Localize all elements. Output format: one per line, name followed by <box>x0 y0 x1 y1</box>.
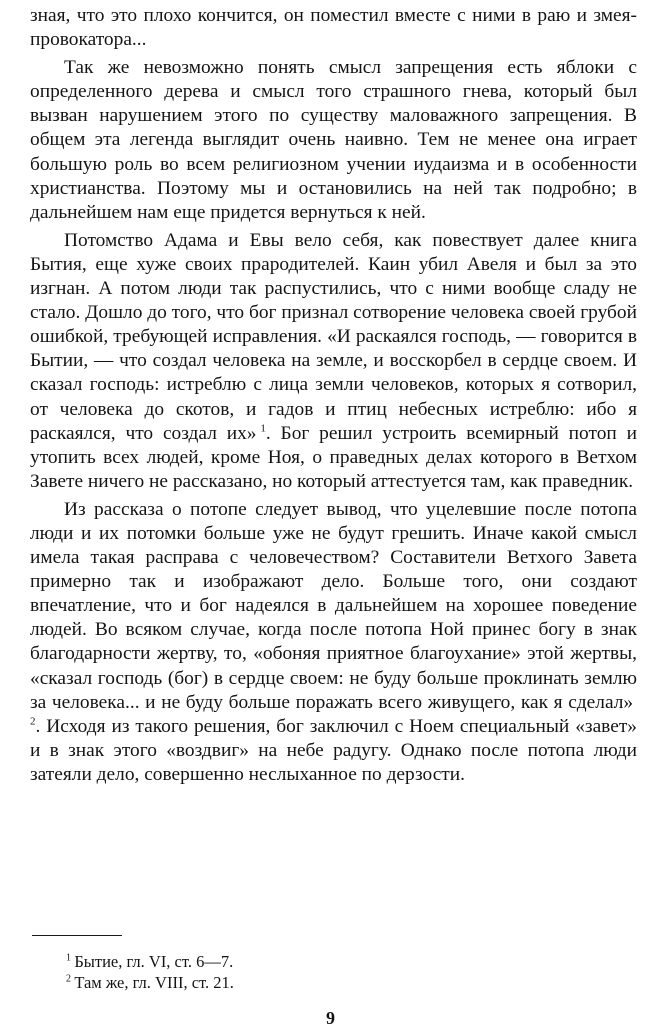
paragraph-text: . Бог решил устроить всемирный потоп и утопить всех людей, кроме Ноя, о праведных делах которого в Ветхом Завете ничего не рассказано, но который аттестуется там, как праведник. <box>30 422 637 492</box>
paragraph-text: . Исходя из такого решения, бог заключил с Ноем специальный «завет» и в знак этого «воздвиг» на небе радугу. Однако после потопа люди затеяли дело, совершенно неслыханное по дерзости. <box>30 715 637 785</box>
footnote-mark: 1 <box>66 952 71 964</box>
footnote-text: Бытие, гл. VI, ст. 6—7. <box>74 952 234 971</box>
paragraph <box>30 229 637 494</box>
footnote-text: Там же, гл. VIII, ст. 21. <box>74 973 234 992</box>
page-number: 9 <box>326 1008 335 1028</box>
paragraph-text: Потомство Адама и Евы вело себя, как повествует далее книга Бытия, еще хуже своих прародителей. Каин убил Авеля и был за это изгнан. А потом люди так распустились, что с ними вообще сладу не стало. Дошло до того, что бог признал сотворение человека своей грубой ошибкой, требующей исправления. «И раскаялся господь, — говорится в Бытии, — что создал человека на земле, и восскорбел в сердце своем. И сказал господь: истреблю с лица земли человеков, которых я сотворил, от человека до скотов, и гадов и птиц небесных истреблю: ибо я раскаялся, что создал их» <box>30 229 637 444</box>
footnote-item <box>66 972 234 993</box>
footnotes <box>66 951 234 993</box>
footnote-reference: 2 <box>30 715 36 728</box>
paragraph-text: Из рассказа о потопе следует вывод, что уцелевшие после потопа люди и их потомки больше уже не будут грешить. Иначе какой смысл имела такая расправа с человечеством? Составители Ветхого Завета примерно так и изображают дело. Больше того, они создают впечатление, что и бог надеялся в дальнейшем на хорошее поведение людей. Во всяком случае, когда после потопа Ной принес богу в знак благодарности жертву, то, «обоняя приятное благоухание» этой жертвы, «сказал господь (бог) в сердце своем: не буду больше проклинать землю за человека... и не буду больше поражать всего живущего, как я сделал» <box>30 498 637 713</box>
footnote-item <box>66 951 234 972</box>
footnote-reference: 1 <box>260 422 266 435</box>
paragraph: Так же невозможно понять смысл запрещения есть яблоки с определенного дерева и смысл того страшного гнева, который был вызван нарушением этого по существу маловажного запрещения. В общем эта легенда выглядит очень наивно. Тем не менее она играет большую роль во всем религиозном учении иудаизма и в особенности христианства. Поэтому мы и остановились на ней так подробно; в дальнейшем нам еще придется вернуться к ней. <box>30 57 637 223</box>
footnote-divider <box>32 935 122 936</box>
paragraph <box>30 498 637 787</box>
footnote-mark: 2 <box>66 973 71 985</box>
paragraph: зная, что это плохо кончится, он поместил вместе с ними в раю и змея-провокатора... <box>30 5 637 51</box>
page-body <box>30 4 637 787</box>
